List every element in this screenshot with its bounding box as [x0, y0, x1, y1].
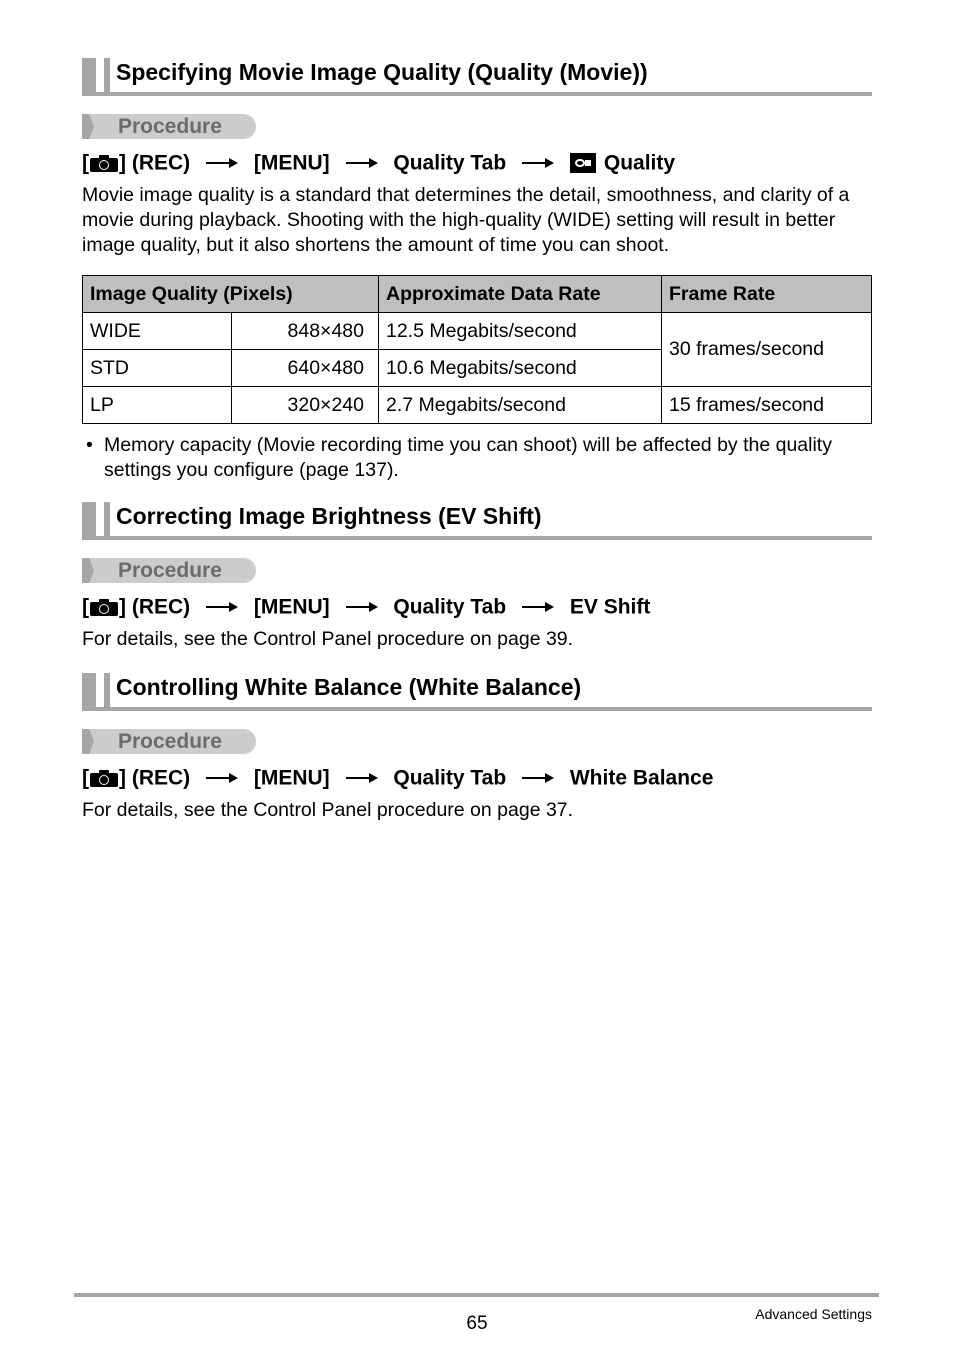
table-cell: 320×240 — [232, 387, 379, 424]
path-menu: [MENU] — [253, 766, 330, 790]
arrow-icon — [206, 773, 238, 783]
arrow-icon — [522, 602, 554, 612]
arrow-icon — [346, 158, 378, 168]
table-cell: 30 frames/second — [661, 313, 871, 387]
heading-bar — [104, 502, 110, 540]
path-rec: (REC) — [131, 766, 191, 790]
path-item: Quality — [603, 151, 676, 175]
footer-section-label: Advanced Settings — [755, 1306, 872, 1322]
section-heading — [82, 58, 872, 96]
arrow-icon — [522, 158, 554, 168]
table-cell: WIDE — [83, 313, 232, 350]
arrow-icon — [206, 602, 238, 612]
table-cell: STD — [83, 350, 232, 387]
table-row — [83, 387, 872, 424]
section-title: Specifying Movie Image Quality (Quality (Movie)) — [116, 59, 648, 85]
table-cell: LP — [83, 387, 232, 424]
menu-path: [ ] (REC) [MENU] Quality Tab White Balance — [82, 766, 714, 790]
arrow-icon — [346, 602, 378, 612]
section-title: Controlling White Balance (White Balance) — [116, 674, 582, 700]
page-number: 65 — [466, 1313, 488, 1334]
table-cell: 10.6 Megabits/second — [378, 350, 661, 387]
procedure-tag — [82, 558, 256, 583]
section-ev-shift — [82, 502, 872, 652]
path-tab: Quality Tab — [393, 766, 507, 790]
arrow-icon — [522, 773, 554, 783]
path-rec: (REC) — [131, 595, 191, 619]
camera-icon — [90, 154, 118, 172]
menu-path: [ ] (REC) [MENU] Quality Tab EV Shift — [82, 595, 651, 619]
table-header: Image Quality (Pixels) — [83, 276, 379, 313]
section-heading — [82, 673, 872, 711]
table-header-row — [83, 276, 872, 313]
footer-rule — [74, 1293, 879, 1297]
section-movie-quality — [82, 58, 872, 483]
table-header: Frame Rate — [661, 276, 871, 313]
path-menu: [MENU] — [253, 595, 330, 619]
path-item: EV Shift — [569, 595, 651, 619]
table-cell: 848×480 — [232, 313, 379, 350]
heading-bar — [82, 502, 96, 540]
path-tab: Quality Tab — [393, 151, 507, 175]
table-row — [83, 313, 872, 350]
path-menu: [MENU] — [253, 151, 330, 175]
movie-quality-icon — [570, 153, 596, 173]
note-bullet — [82, 433, 872, 483]
path-item: White Balance — [569, 766, 714, 790]
camera-icon — [90, 769, 118, 787]
heading-bar — [82, 673, 96, 711]
procedure-tag — [82, 729, 256, 754]
section-heading — [82, 502, 872, 540]
procedure-tag — [82, 114, 256, 139]
path-tab: Quality Tab — [393, 595, 507, 619]
table-cell: 640×480 — [232, 350, 379, 387]
arrow-icon — [346, 773, 378, 783]
table-cell: 15 frames/second — [661, 387, 871, 424]
procedure-label: Procedure — [118, 115, 222, 138]
path-rec: (REC) — [131, 151, 191, 175]
procedure-label: Procedure — [118, 730, 222, 753]
body-paragraph: For details, see the Control Panel procedure on page 37. — [82, 799, 574, 821]
heading-bar — [104, 673, 110, 711]
menu-path: [ ] (REC) [MENU] Quality Tab Quality — [82, 151, 676, 175]
table-cell: 12.5 Megabits/second — [378, 313, 661, 350]
body-paragraph: Movie image quality is a standard that determines the detail, smoothness, and clarity of a movie during playback. Shooting with the high-quality (WIDE) setting will result in better image quality, but it also shortens the amount of time you can shoot. — [82, 184, 850, 256]
body-paragraph: For details, see the Control Panel procedure on page 39. — [82, 628, 574, 650]
procedure-label: Procedure — [118, 559, 222, 582]
section-title: Correcting Image Brightness (EV Shift) — [116, 503, 542, 529]
heading-bar — [82, 58, 96, 96]
bullet-icon: • — [86, 434, 93, 456]
table-cell: 2.7 Megabits/second — [378, 387, 661, 424]
note-text: Memory capacity (Movie recording time you can shoot) will be affected by the quality settings you configure (page 137). — [104, 434, 832, 481]
section-white-balance — [82, 673, 872, 823]
table-header: Approximate Data Rate — [378, 276, 661, 313]
arrow-icon — [206, 158, 238, 168]
heading-bar — [104, 58, 110, 96]
camera-icon — [90, 598, 118, 616]
quality-table — [82, 275, 872, 424]
